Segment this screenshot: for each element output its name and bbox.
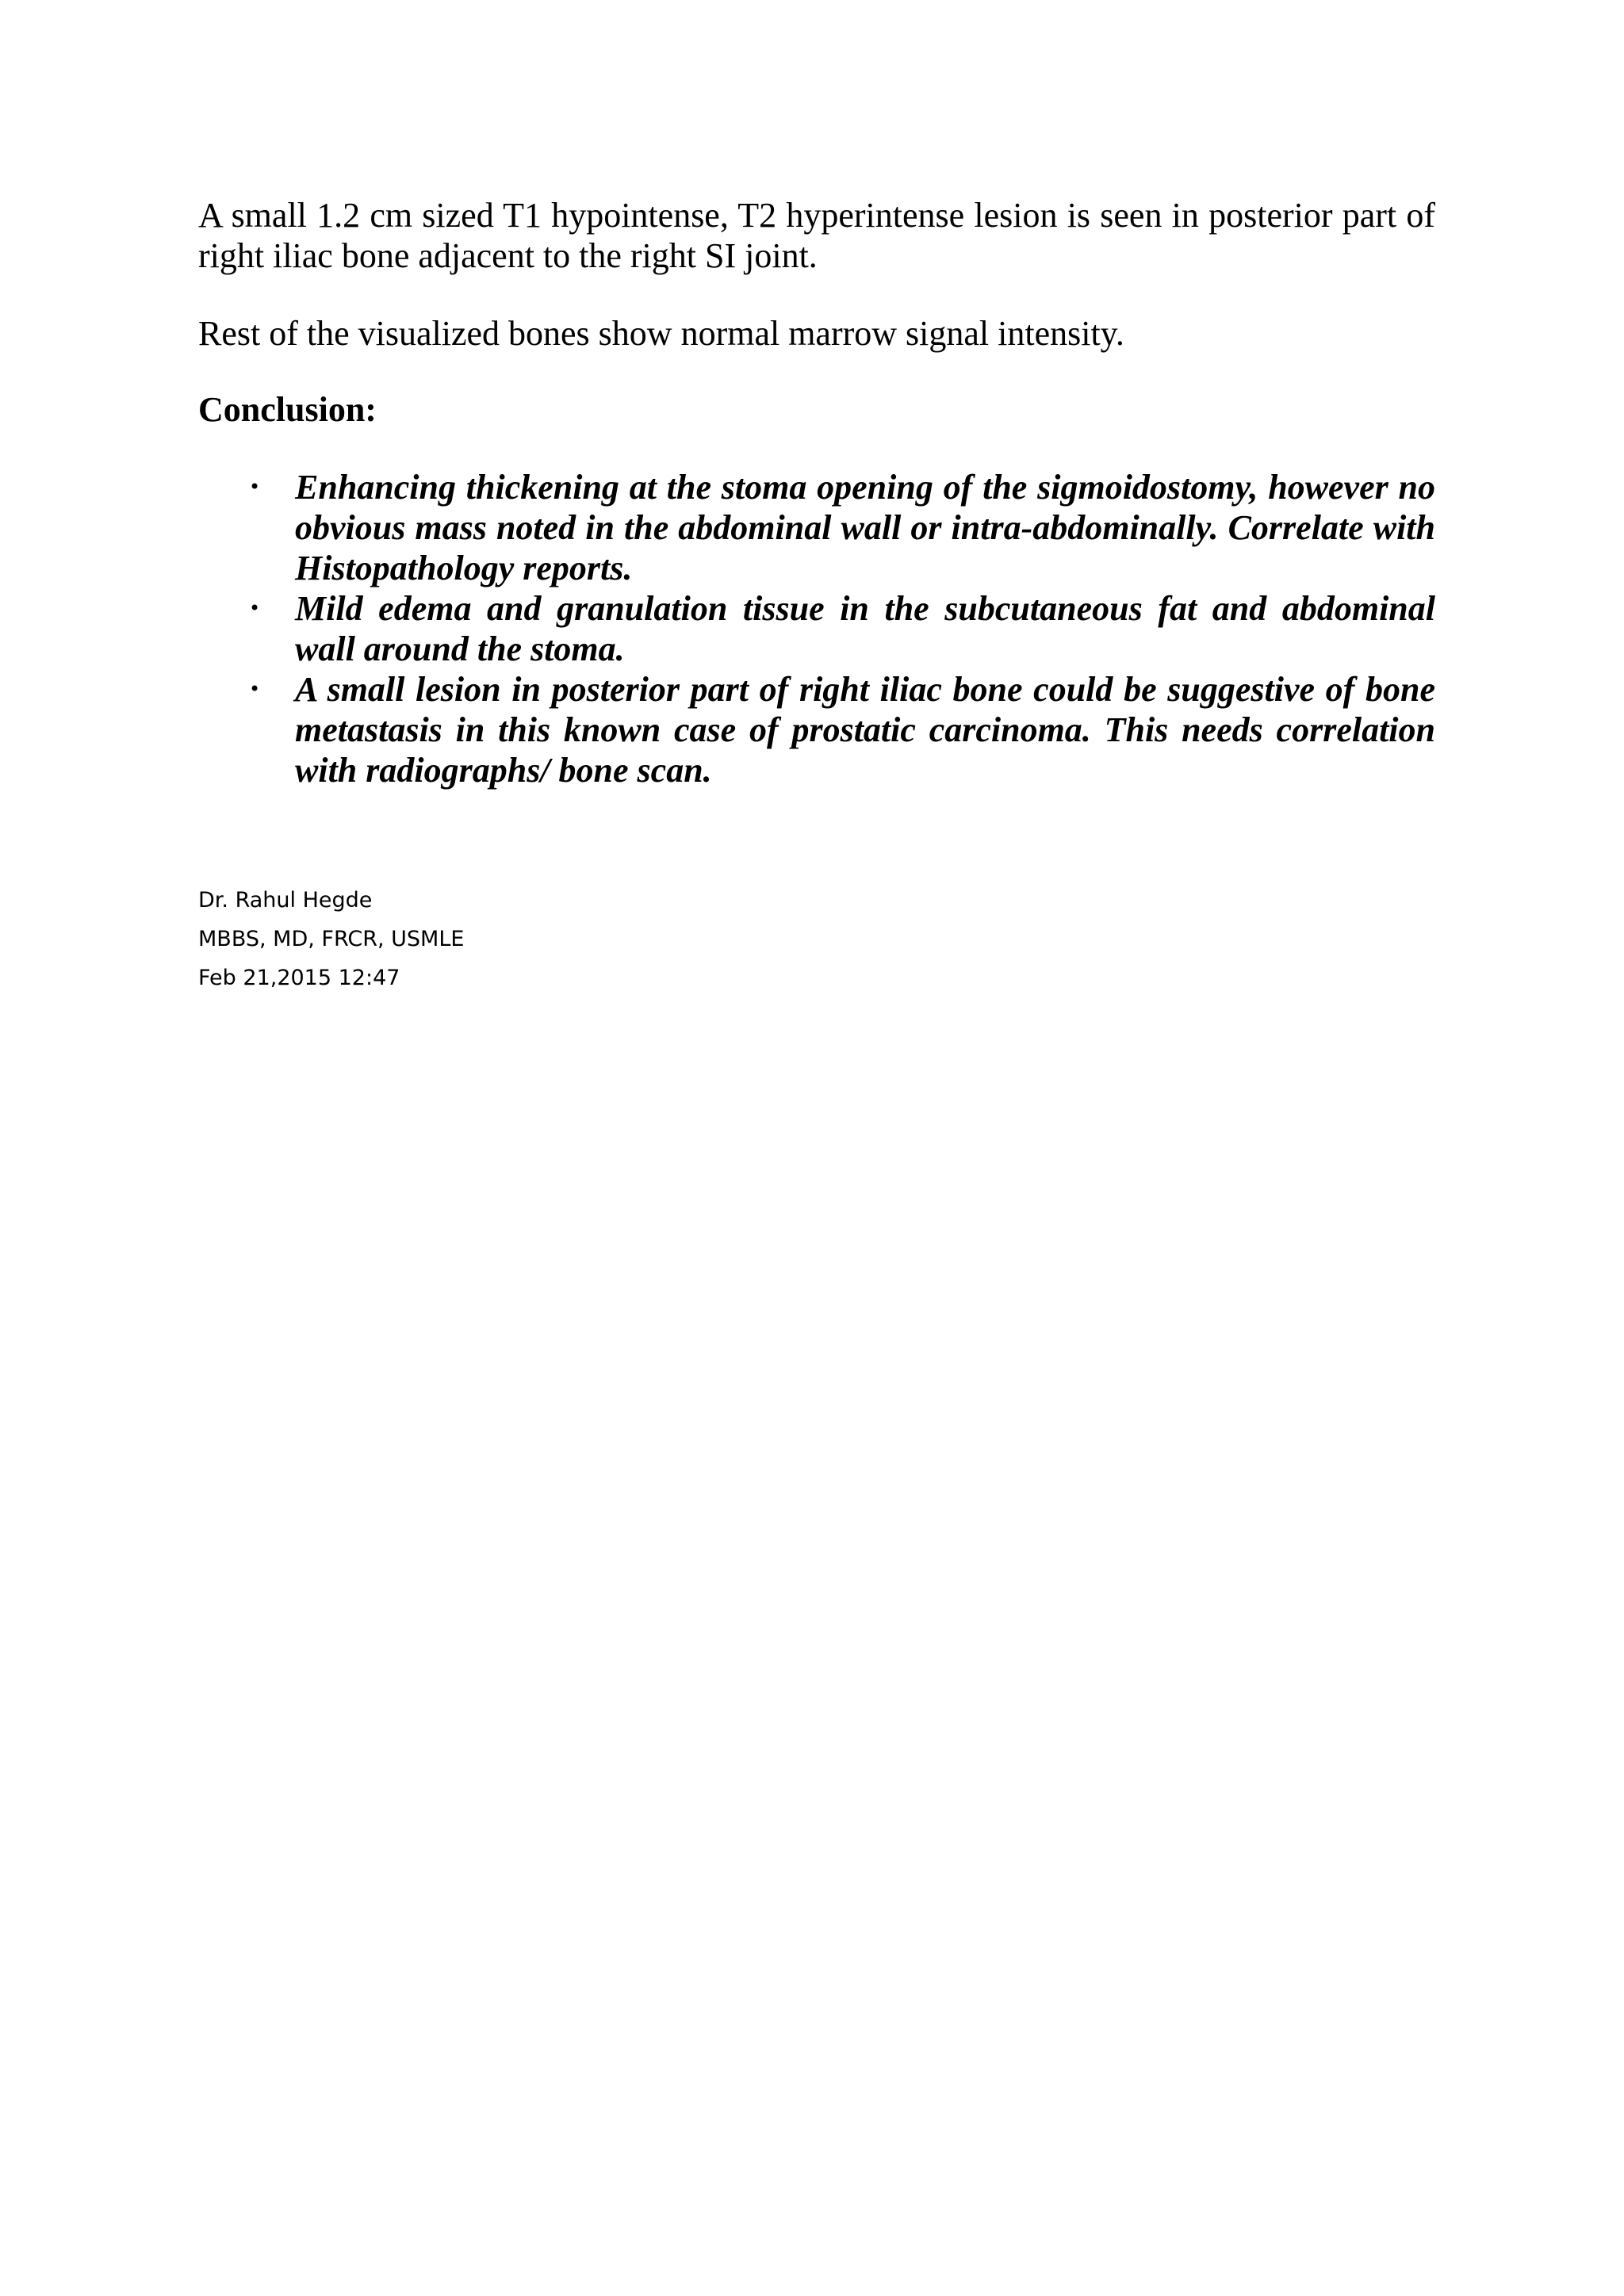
- conclusion-heading: Conclusion:: [198, 390, 377, 429]
- conclusion-item-text: Enhancing thickening at the stoma opening of the sigmoidostomy, however no obvious mass noted in the abdominal wall or intra-abdominally. Correlate with Histopathology reports.: [295, 468, 1435, 587]
- findings-paragraph-iliac-lesion: A small 1.2 cm sized T1 hypointense, T2 hyperintense lesion is seen in posterior part of right iliac bone adjacent to the right SI joint.: [198, 196, 1435, 275]
- conclusion-item: [198, 467, 1435, 588]
- report-body: [198, 195, 1435, 790]
- report-datetime: Feb 21,2015 12:47: [198, 966, 400, 990]
- conclusion-item-text: Mild edema and granulation tissue in the subcutaneous fat and abdominal wall around the stoma.: [295, 589, 1435, 668]
- bullet-icon: •: [249, 476, 261, 498]
- radiologist-name: Dr. Rahul Hegde: [198, 888, 373, 913]
- conclusion-list: [198, 467, 1435, 790]
- conclusion-item: [198, 588, 1435, 669]
- signature-block: [198, 881, 464, 997]
- bullet-icon: •: [249, 597, 261, 619]
- conclusion-item-text: A small lesion in posterior part of right iliac bone could be suggestive of bone metastasis in this known case of prostatic carcinoma. This needs correlation with radiographs/ bone scan.: [295, 670, 1435, 790]
- bullet-icon: •: [249, 678, 261, 700]
- radiologist-credentials: MBBS, MD, FRCR, USMLE: [198, 927, 465, 951]
- conclusion-item: [198, 669, 1435, 790]
- findings-paragraph-marrow: Rest of the visualized bones show normal marrow signal intensity.: [198, 314, 1124, 353]
